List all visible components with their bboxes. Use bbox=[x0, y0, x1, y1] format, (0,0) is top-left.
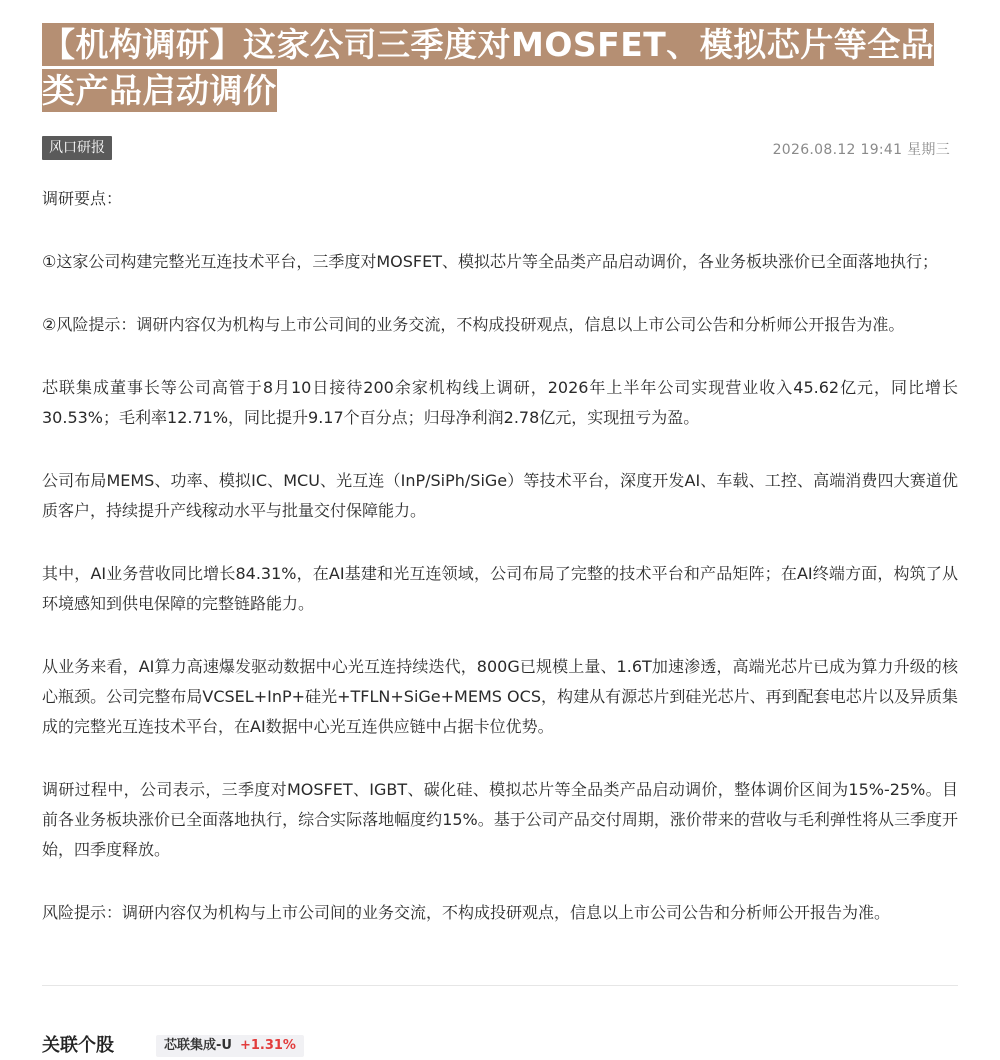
paragraph-ai-business: 其中，AI业务营收同比增长84.31%，在AI基建和光互连领域，公司布局了完整的技术平台和产品矩阵；在AI终端方面，构筑了从环境感知到供电保障的完整链路能力。 bbox=[42, 564, 958, 613]
article-meta bbox=[42, 136, 958, 162]
related-stocks-title: 关联个股 bbox=[42, 1035, 114, 1056]
article-body bbox=[42, 184, 958, 961]
paragraph-financials: 芯联集成董事长等公司高管于8月10日接待200余家机构线上调研，2026年上半年公司实现营业收入45.62亿元，同比增长30.53%；毛利率12.71%，同比提升9.17个百分点；归母净利润2.78亿元，实现扭亏为盈。 bbox=[42, 378, 958, 427]
article-page bbox=[42, 22, 958, 1056]
publish-datetime: 2026.08.12 19:41 星期三 bbox=[772, 142, 950, 158]
related-stocks bbox=[42, 1034, 958, 1058]
stock-name: 芯联集成-U bbox=[164, 1038, 232, 1053]
paragraph-key-point-1: ①这家公司构建完整光互连技术平台，三季度对MOSFET、模拟芯片等全品类产品启动调价，各业务板块涨价已全面落地执行； bbox=[42, 252, 938, 271]
paragraph-summary-heading: 调研要点： bbox=[42, 189, 123, 208]
stock-chip[interactable] bbox=[156, 1035, 304, 1057]
section-divider bbox=[42, 985, 958, 986]
article-title: 【机构调研】这家公司三季度对MOSFET、模拟芯片等全品类产品启动调价 bbox=[42, 25, 935, 110]
paragraph-key-point-2: ②风险提示：调研内容仅为机构与上市公司间的业务交流，不构成投研观点，信息以上市公司公告和分析师公开报告为准。 bbox=[42, 315, 905, 334]
paragraph-risk-notice: 风险提示：调研内容仅为机构与上市公司间的业务交流，不构成投研观点，信息以上市公司公告和分析师公开报告为准。 bbox=[42, 903, 891, 922]
paragraph-layout: 公司布局MEMS、功率、模拟IC、MCU、光互连（InP/SiPh/SiGe）等技术平台，深度开发AI、车载、工控、高端消费四大赛道优质客户，持续提升产线稼动水平与批量交付保障能力。 bbox=[42, 471, 958, 520]
stock-change: +1.31% bbox=[239, 1038, 296, 1053]
paragraph-optical-interconnect: 从业务来看，AI算力高速爆发驱动数据中心光互连持续迭代，800G已规模上量、1.6T加速渗透，高端光芯片已成为算力升级的核心瓶颈。公司完整布局VCSEL+InP+硅光+TFLN+SiGe+MEMS OCS，构建从有源芯片到硅光芯片、再到配套电芯片以及异质集成的完整光互连技术平台，在AI数据中心光互连供应链中占据卡位优势。 bbox=[42, 657, 958, 736]
paragraph-price-adjustment: 调研过程中，公司表示，三季度对MOSFET、IGBT、碳化硅、模拟芯片等全品类产品启动调价，整体调价区间为15%-25%。目前各业务板块涨价已全面落地执行，综合实际落地幅度约15%。基于公司产品交付周期，涨价带来的营收与毛利弹性将从三季度开始，四季度释放。 bbox=[42, 780, 958, 859]
source-tag[interactable]: 风口研报 bbox=[42, 136, 112, 160]
